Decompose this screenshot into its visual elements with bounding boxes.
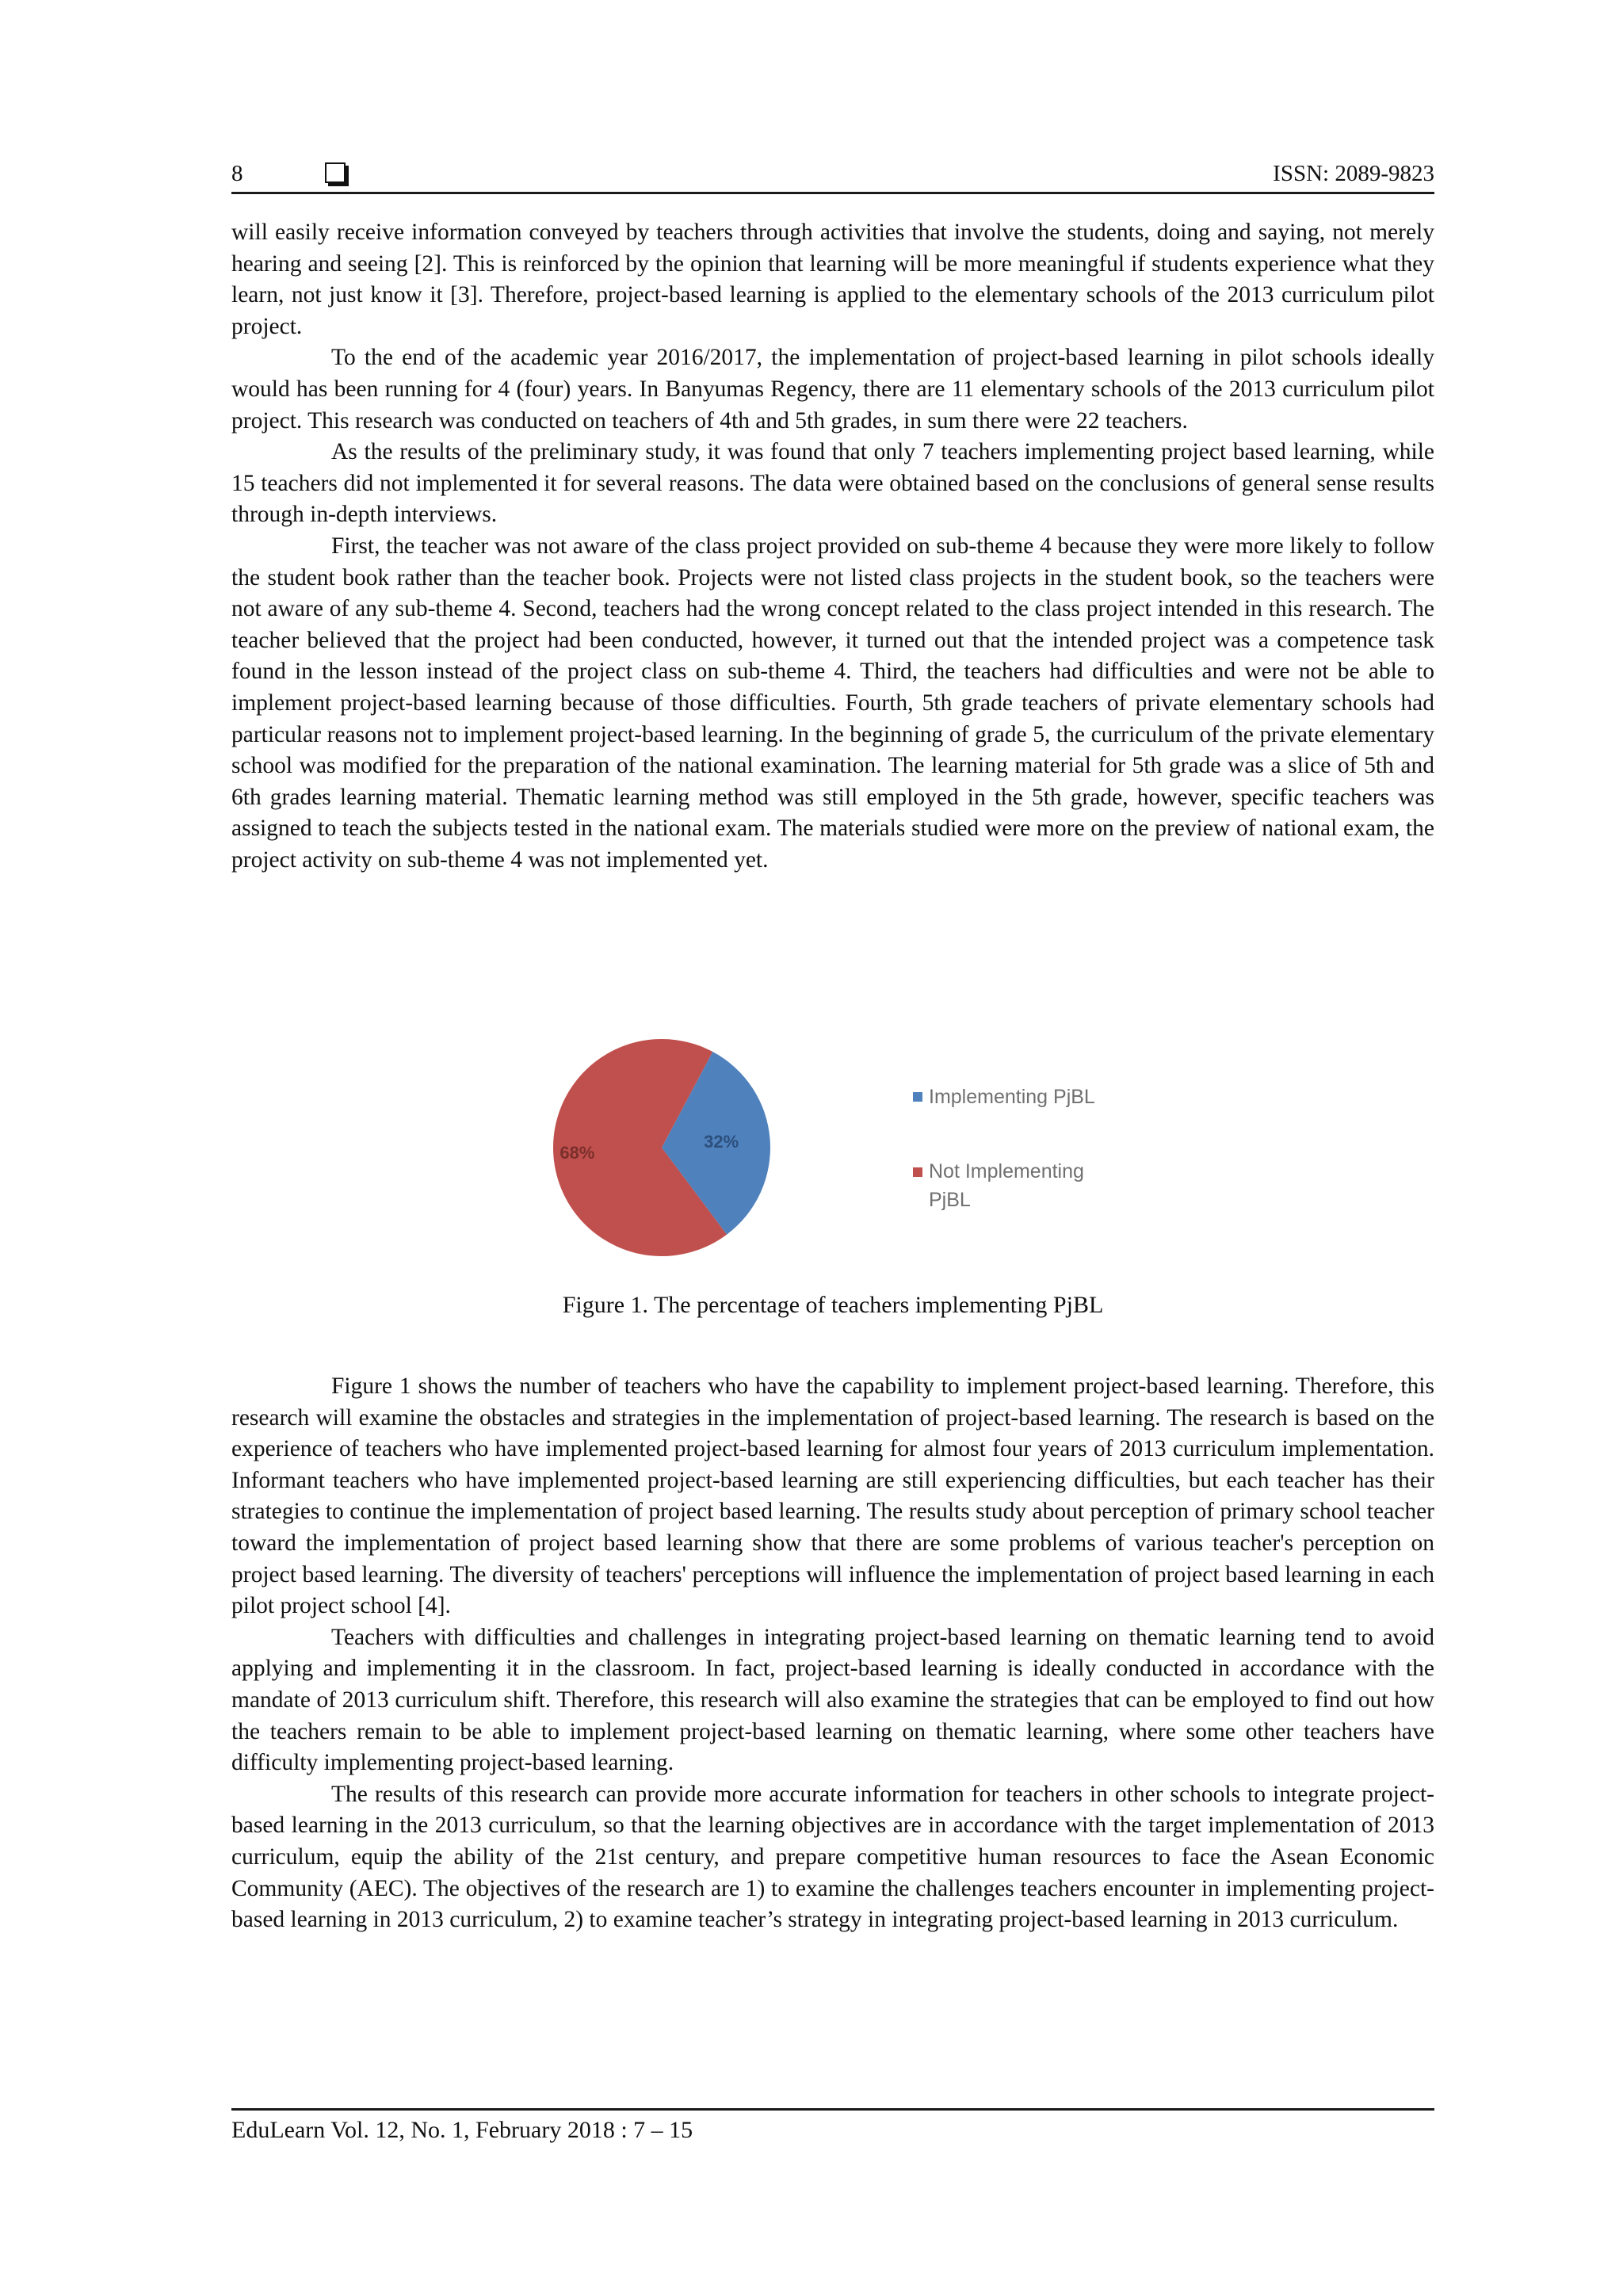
paragraph: will easily receive information conveyed by teachers through activities that involve the students, doing and saying, not merely hearing and seeing [2]. This is reinforced by the opinion that learning will be more meaningful if students experience what they learn, not just know it [3]. Therefore, project-based learning is applied to the elementary schools of the 2013 curriculum pilot project.	[231, 220, 1434, 339]
paragraph: Figure 1 shows the number of teachers who have the capability to implement project-based learning. Therefore, this research will examine the obstacles and strategies in the implementation of project-based learning. The research is based on the experience of teachers who have implemented project-based learning for almost four years of 2013 curriculum implementation. Informant teachers who have implemented project-based learning are still experiencing difficulties, but each teacher has their strategies to continue the implementation of project based learning. The results study about perception of primary school teacher toward the implementation of project based learning show that there are some problems of various teacher's perception on project based learning. The diversity of teachers' perceptions will influence the implementation of project based learning in each pilot project school [4].	[231, 1373, 1434, 1619]
paragraph: The results of this research can provide more accurate information for teachers in other schools to integrate project-based learning in the 2013 curriculum, so that the learning objectives are in accordance with the target implementation of 2013 curriculum, equip the ability of the 21st century, and prepare competitive human resources to face the Asean Economic Community (AEC). The objectives of the research are 1) to examine the challenges teachers encounter in implementing project-based learning in 2013 curriculum, 2) to examine teacher’s strategy in integrating project-based learning in 2013 curriculum.	[231, 1781, 1434, 1933]
body-text-upper	[231, 217, 1434, 876]
figure-pie-chart	[539, 1030, 1125, 1268]
legend-label: Not Implementing PjBL	[929, 1160, 1084, 1211]
pie-data-label: 32%	[704, 1132, 739, 1152]
paragraph: First, the teacher was not aware of the class project provided on sub-theme 4 because they were more likely to follow the student book rather than the teacher book. Projects were not listed class projects in the student book, so the teachers were not aware of any sub-theme 4. Second, teachers had the wrong concept related to the class project intended in this research. The teacher believed that the project had been conducted, however, it turned out that the intended project was a competence task found in the lesson instead of the project class on sub-theme 4. Third, the teachers had difficulties and were not be able to implement project-based learning because of those difficulties. Fourth, 5th grade teachers of private elementary schools had particular reasons not to implement project-based learning. In the beginning of grade 5, the curriculum of the private elementary school was modified for the preparation of the national examination. The learning material for 5th grade was a slice of 5th and 6th grades learning material. Thematic learning method was still employed in the 5th grade, however, specific teachers was assigned to teach the subjects tested in the national exam. The materials studied were more on the preview of national exam, the project activity on sub-theme 4 was not implemented yet.	[231, 533, 1434, 873]
paragraph: As the results of the preliminary study, it was found that only 7 teachers implementing project based learning, while 15 teachers did not implemented it for several reasons. The data were obtained based on the conclusions of general sense results through in-depth interviews.	[231, 439, 1434, 528]
legend-item-not-implementing	[913, 1157, 1087, 1214]
paragraph: Teachers with difficulties and challenges in integrating project-based learning on thematic learning tend to avoid applying and implementing it in the classroom. In fact, project-based learning is ideally conducted in accordance with the mandate of 2013 curriculum shift. Therefore, this research will also examine the strategies that can be employed to find out how the teachers remain to be able to implement project-based learning on thematic learning, where some other teachers have difficulty implementing project-based learning.	[231, 1624, 1434, 1776]
legend-item-implementing	[913, 1086, 1095, 1109]
issn-label: ISSN: 2089-9823	[1273, 161, 1434, 186]
legend-swatch-blue	[913, 1092, 922, 1102]
page-header	[231, 155, 1434, 194]
page-footer: EduLearn Vol. 12, No. 1, February 2018 : 7 – 15	[231, 2108, 1434, 2144]
legend-label: Implementing PjBL	[929, 1086, 1095, 1108]
paragraph: To the end of the academic year 2016/2017, the implementation of project-based learning in pilot schools ideally would has been running for 4 (four) years. In Banyumas Regency, there are 11 elementary schools of the 2013 curriculum pilot project. This research was conducted on teachers of 4th and 5th grades, in sum there were 22 teachers.	[231, 345, 1434, 434]
page-number: 8	[231, 161, 243, 186]
legend-swatch-red	[913, 1167, 922, 1177]
pie-data-label: 68%	[559, 1143, 595, 1163]
body-text-lower	[231, 1371, 1434, 1936]
square-bullet-icon	[325, 162, 346, 183]
figure-caption: Figure 1. The percentage of teachers implementing PjBL	[562, 1292, 1104, 1318]
pie-chart	[539, 1030, 1125, 1268]
